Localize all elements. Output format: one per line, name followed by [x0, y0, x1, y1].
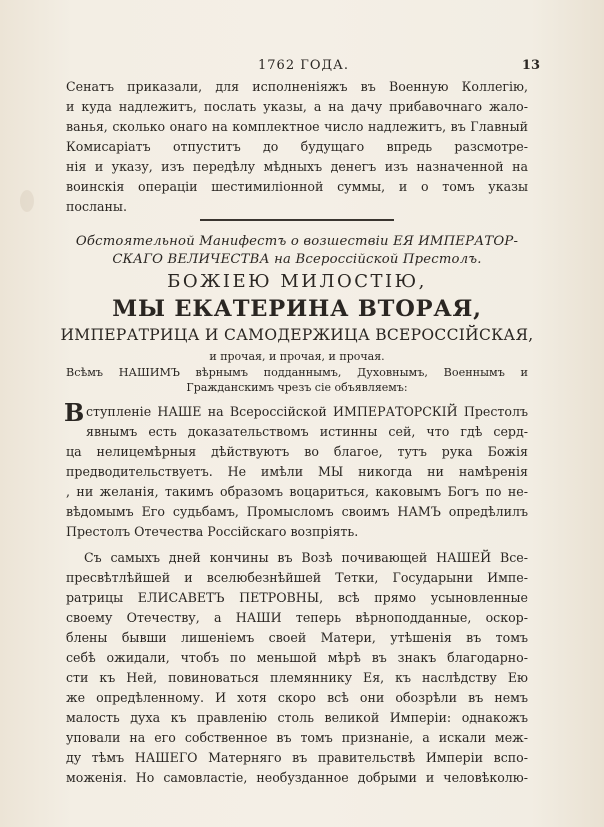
text-line: и куда надлежитъ, послать указы, а на дачу прибавочнаго жало- — [66, 99, 528, 114]
section-divider — [200, 219, 394, 221]
text-line: блены бывши лишенiемъ своей Матери, утѣшенія въ томъ — [66, 630, 528, 645]
text-line: своему Отечеству, а НАШИ теперь вѣрноподданные, оскор- — [66, 610, 528, 625]
text-line: , ни желанія, такимъ образомъ воцариться, каковымъ Богъ по не- — [66, 484, 528, 499]
text-line: Съ самыхъ дней кончины въ Возѣ почивающей НАШЕЙ Все- — [84, 550, 528, 565]
text-line: ступленіе НАШЕ на Всероссійской ИМПЕРАТОРСКІЙ Престолъ — [86, 404, 528, 419]
text-line: предводительствуетъ. Не имѣли МЫ никогда ни намѣренія — [66, 464, 528, 479]
text-line: воинскія операціи шестимиліонной суммы, и о томъ указы — [66, 179, 528, 194]
text-line: ца нелицемѣрныя дѣйствуютъ во благое, тутъ рука Божія — [66, 444, 528, 459]
by-grace-of-god: БОЖІЕЮ МИЛОСТІЮ, — [167, 271, 427, 292]
text-line: сти къ Ней, повиноваться племяннику Ея, къ наслѣдству Ею — [66, 670, 528, 685]
manifest-title-line: СКАГО ВЕЛИЧЕСТВА на Всероссійской Престолъ. — [112, 252, 482, 267]
text-line: малость духа къ правленію столь великой Имперіи: однакожъ — [66, 710, 528, 725]
text-line: же опредѣленному. И хотя скоро всѣ они обозрѣли въ немъ — [66, 690, 528, 705]
address-line: Гражданскимъ чрезъ сіе объявляемъ: — [186, 381, 408, 394]
text-line: пресвѣтлѣйшей и вселюбезнѣйшей Тетки, Государыни Импе- — [66, 570, 528, 585]
text-line: ванья, сколько онаго на комплектное число надлежитъ, въ Главный — [66, 119, 528, 134]
drop-cap: В — [64, 398, 85, 427]
paper-stain — [20, 190, 34, 212]
address-line: Всѣмъ НАШИМЪ вѣрнымъ подданнымъ, Духовнымъ, Военнымъ и — [66, 366, 528, 379]
text-line: явнымъ есть доказательствомъ истинны сей, что гдѣ серд- — [86, 424, 528, 439]
text-line: вѣдомымъ Его судьбамъ, Промысломъ своимъ НАМЪ опредѣлилъ — [66, 504, 528, 519]
text-line: ду тѣмъ НАШЕГО Матерняго въ правительствѣ Имперіи вспо- — [66, 750, 528, 765]
manifest-title-line: Обстоятельной Манифестъ о возшествіи ЕЯ ИМПЕРАТОР- — [75, 234, 519, 249]
empress-title: ИМПЕРАТРИЦА И САМОДЕРЖИЦА ВСЕРОССІЙСКАЯ, — [60, 326, 534, 344]
empress-name: МЫ ЕКАТЕРИНА ВТОРАЯ, — [112, 296, 482, 322]
text-line: Сенатъ приказали, для исполненіяжъ въ Военную Коллегію, — [66, 79, 528, 94]
header-year: 1762 ГОДА. — [258, 58, 350, 73]
text-line: моженія. Но самовластіе, необузданное добрыми и человѣколю- — [66, 770, 528, 785]
text-line: Комисаріатъ отпуститъ до будущаго впредь разсмотре- — [66, 139, 528, 154]
page-number: 13 — [521, 58, 540, 73]
text-line: уповали на его собственное въ томъ признаніе, а искали меж- — [66, 730, 528, 745]
text-line: себѣ ожидали, чтобъ по меньшой мѣрѣ въ знакъ благодарно- — [66, 650, 528, 665]
text-line: нія и указу, изъ передѣлу мѣдныхъ денегъ изъ назначенной на — [66, 159, 528, 174]
text-line: ратрицы ЕЛИСАВЕТЪ ПЕТРОВНЫ, всѣ прямо усыновленные — [66, 590, 528, 605]
text-line: Престолъ Отечества Россійскаго возпріять. — [66, 524, 359, 539]
text-line: посланы. — [66, 199, 127, 214]
running-header — [60, 58, 540, 76]
and-so-on: и прочая, и прочая, и прочая. — [209, 350, 385, 363]
